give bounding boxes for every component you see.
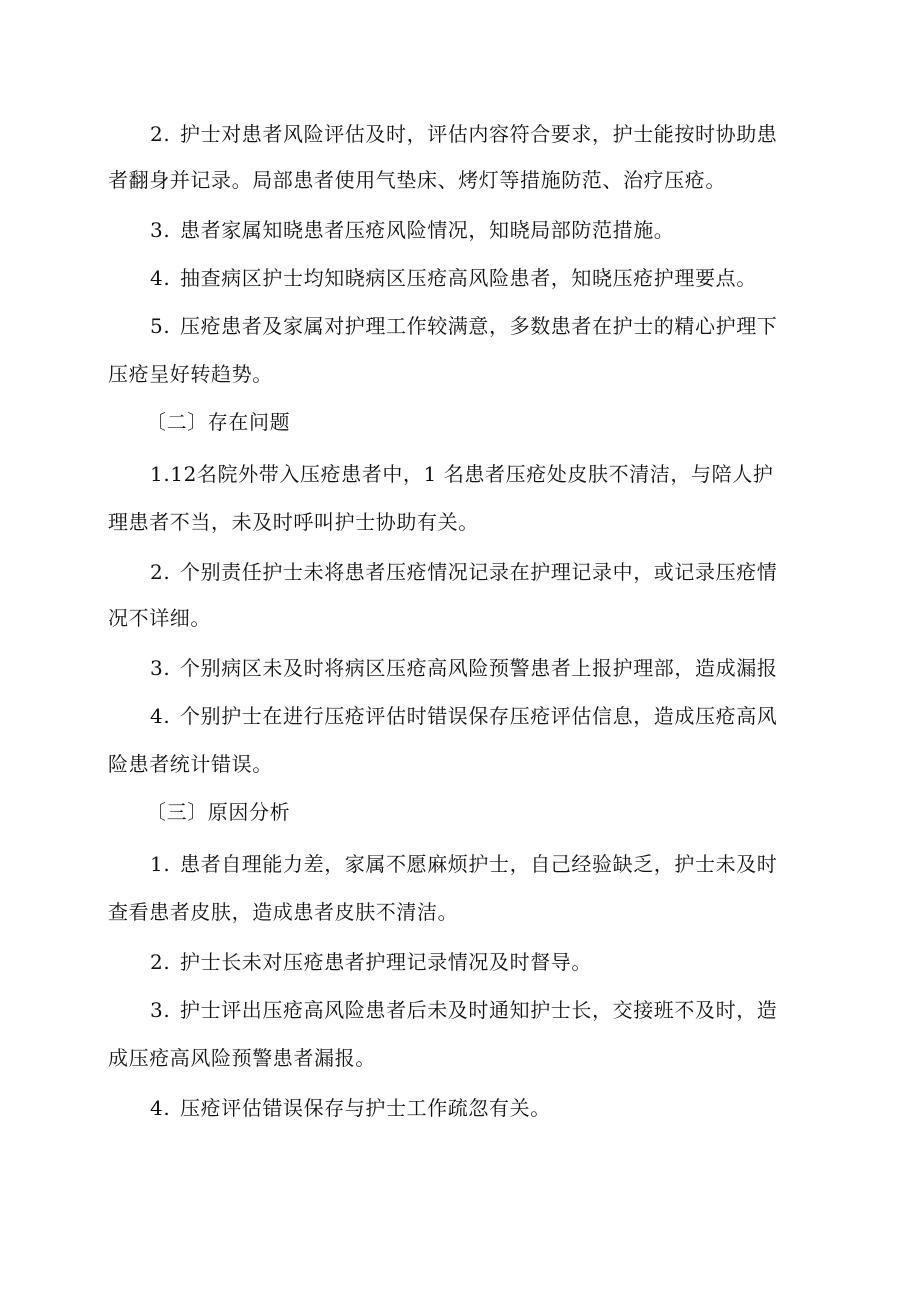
paragraph-line: [150, 266, 757, 290]
item-number: 3.: [150, 656, 171, 680]
paragraph-line: [150, 998, 777, 1022]
paragraph-text: 成压疮高风险预警患者漏报。: [108, 1046, 376, 1070]
paragraph-text: 压疮患者及家属对护理工作较满意，多数患者在护士的精心护理下: [180, 314, 778, 338]
paragraph-line: [150, 462, 773, 486]
paragraph-line: [108, 900, 458, 924]
paragraph-line: [150, 950, 592, 974]
item-number: 5.: [150, 314, 171, 338]
section-heading: 〔二〕存在问题: [146, 410, 291, 434]
paragraph-line: [150, 122, 777, 146]
paragraph-text: 压疮评估错误保存与护士工作疏忽有关。: [180, 1096, 551, 1120]
paragraph-text: 护士评出压疮高风险患者后未及时通知护士长，交接班不及时，造: [180, 998, 778, 1022]
paragraph-line: [108, 362, 273, 386]
paragraph-text: 抽查病区护士均知晓病区压疮高风险患者，知晓压疮护理要点。: [180, 266, 757, 290]
paragraph-line: [150, 1096, 551, 1120]
item-number: 2.: [150, 560, 171, 584]
paragraph-line: [108, 606, 211, 630]
paragraph-text: 况不详细。: [108, 606, 211, 630]
paragraph-text: 护士长未对压疮患者护理记录情况及时督导。: [180, 950, 592, 974]
paragraph-text: 个别责任护士未将患者压疮情况记录在护理记录中，或记录压疮情: [180, 560, 778, 584]
section-heading: 〔三〕原因分析: [146, 800, 291, 824]
item-number: 1.: [150, 852, 171, 876]
paragraph-text: 理患者不当，未及时呼叫护士协助有关。: [108, 510, 479, 534]
paragraph-text: 压疮呈好转趋势。: [108, 362, 273, 386]
paragraph-line: [108, 752, 273, 776]
paragraph-line: [150, 218, 674, 242]
paragraph-text: 护士对患者风险评估及时，评估内容符合要求，护士能按时协助患: [180, 122, 778, 146]
paragraph-line: [150, 852, 777, 876]
paragraph-line: [150, 560, 777, 584]
paragraph-line: [108, 1046, 376, 1070]
item-number: 2.: [150, 950, 171, 974]
paragraph-text: 个别病区未及时将病区压疮高风险预警患者上报护理部，造成漏报: [180, 656, 778, 680]
item-number: 3.: [150, 218, 171, 242]
paragraph-text: 个别护士在进行压疮评估时错误保存压疮评估信息，造成压疮高风: [180, 704, 778, 728]
paragraph-text: 患者家属知晓患者压疮风险情况，知晓局部防范措施。: [180, 218, 675, 242]
paragraph-text: 患者自理能力差，家属不愿麻烦护士，自己经验缺乏，护士未及时: [180, 852, 778, 876]
item-number: 2.: [150, 122, 171, 146]
item-number: 3.: [150, 998, 171, 1022]
paragraph-line: [108, 510, 479, 534]
paragraph-text: 1.12名院外带入压疮患者中，1 名患者压疮处皮肤不清洁，与陪人护: [150, 462, 774, 486]
paragraph-text: 者翻身并记录。局部患者使用气垫床、烤灯等措施防范、治疗压疮。: [108, 168, 726, 192]
paragraph-line: [150, 656, 777, 680]
paragraph-line: [150, 704, 777, 728]
paragraph-line: [108, 168, 726, 192]
item-number: 4.: [150, 1096, 171, 1120]
item-number: 4.: [150, 266, 171, 290]
paragraph-text: 查看患者皮肤，造成患者皮肤不清洁。: [108, 900, 459, 924]
paragraph-line: [150, 314, 777, 338]
paragraph-text: 险患者统计错误。: [108, 752, 273, 776]
item-number: 4.: [150, 704, 171, 728]
